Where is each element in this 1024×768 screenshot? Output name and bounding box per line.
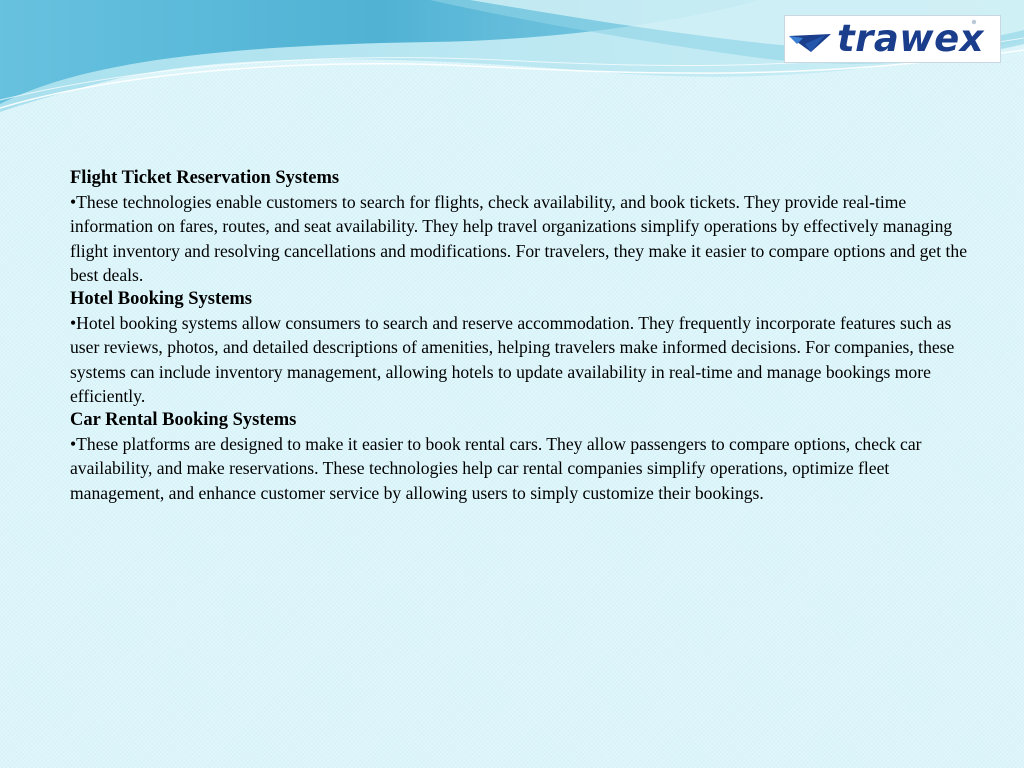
content-body: [70, 166, 985, 505]
car-rental-section-title: Car Rental Booking Systems: [70, 410, 297, 431]
hotel-section-title: Hotel Booking Systems: [70, 289, 252, 310]
flight-section-title: Flight Ticket Reservation Systems: [70, 168, 340, 188]
hotel-section-body: •Hotel booking systems allow consumers to search and reserve accommodation. They frequently incorporate features such as user reviews, photos, and detailed descriptions of amenities, helping travelers make informed decisions. For companies, these systems can include inventory management, allowing hotels to update availability in real-time and manage bookings more efficiently.: [70, 313, 955, 406]
flight-section-body: •These technologies enable customers to search for flights, check availability, and book tickets. They provide real-time information on fares, routes, and seat availability. They help travel organizations simplify operations by effectively managing flight inventory and resolving cancellations and modifications. For travelers, they make it easier to compare options and get the best deals.: [70, 192, 968, 285]
logo-wordmark: trawex: [837, 17, 985, 60]
logo[interactable]: [784, 15, 1001, 63]
car-rental-section-body: •These platforms are designed to make it easier to book rental cars. They allow passengers to compare options, check car availability, and make reservations. These technologies help car rental companies simplify operations, optimize fleet management, and enhance customer service by allowing users to simply customize their bookings.: [70, 434, 922, 503]
